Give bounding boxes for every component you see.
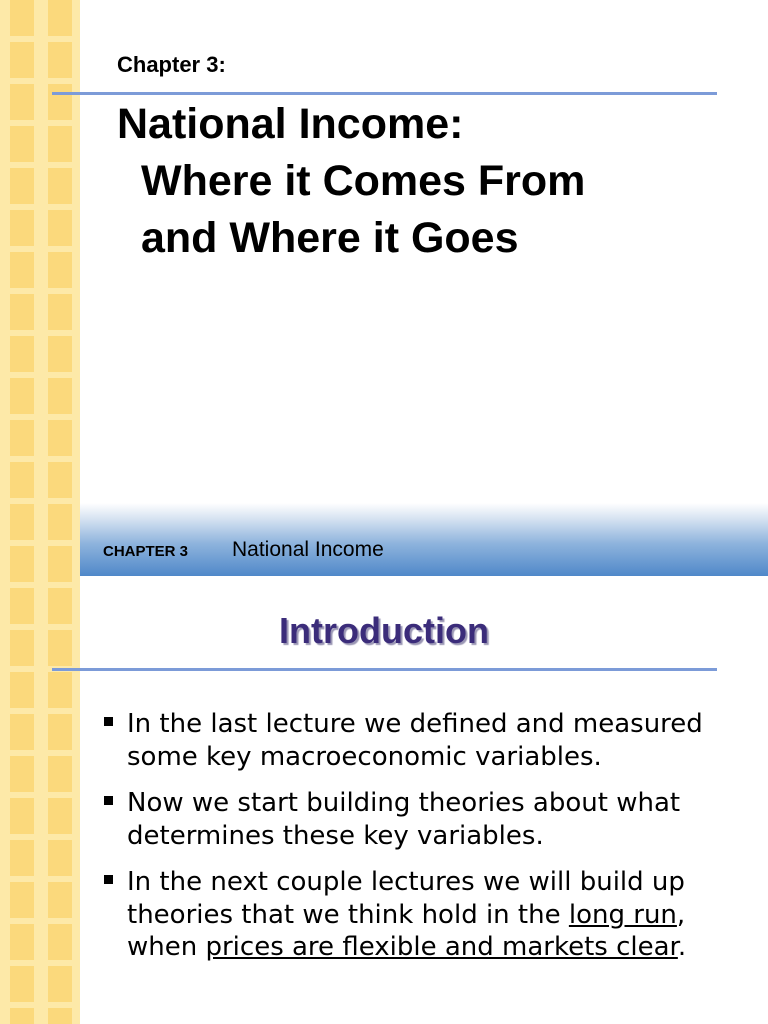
bullet-text: . xyxy=(677,932,687,962)
bullet-list xyxy=(100,708,740,978)
title-line: and Where it Goes xyxy=(141,214,519,262)
bullet-item xyxy=(100,708,740,773)
title-line: National Income: xyxy=(117,100,464,148)
slide-title xyxy=(117,96,585,267)
underlined-term-long-run: long run xyxy=(568,899,677,930)
bullet-item xyxy=(100,787,740,852)
bullet-text: , when xyxy=(127,899,686,962)
underlined-term-flexible-prices: prices are flexible and markets clear xyxy=(205,932,678,962)
heading-divider xyxy=(52,668,717,671)
decorative-left-stripe xyxy=(0,0,80,1024)
stripe-column xyxy=(48,0,72,1024)
footer-title: National Income xyxy=(232,538,384,561)
section-heading xyxy=(0,610,768,652)
square-bullet-icon xyxy=(104,717,113,726)
section-heading-text: Introduction xyxy=(279,610,489,651)
title-line: Where it Comes From xyxy=(141,157,586,205)
bullet-text: In the last lecture we defined and measured some key macroeconomic variables. xyxy=(127,709,703,772)
stripe-column xyxy=(10,0,34,1024)
bullet-text: In the next couple lectures we will build up theories that we think hold in the xyxy=(127,867,685,930)
footer-chapter-label: CHAPTER 3 xyxy=(103,543,189,560)
bullet-text: Now we start building theories about what determines these key variables. xyxy=(127,788,681,851)
footer-band xyxy=(80,503,768,576)
title-divider xyxy=(52,92,717,95)
chapter-label: Chapter 3: xyxy=(117,52,226,77)
bullet-item xyxy=(100,866,740,964)
square-bullet-icon xyxy=(104,796,113,805)
square-bullet-icon xyxy=(104,875,113,884)
